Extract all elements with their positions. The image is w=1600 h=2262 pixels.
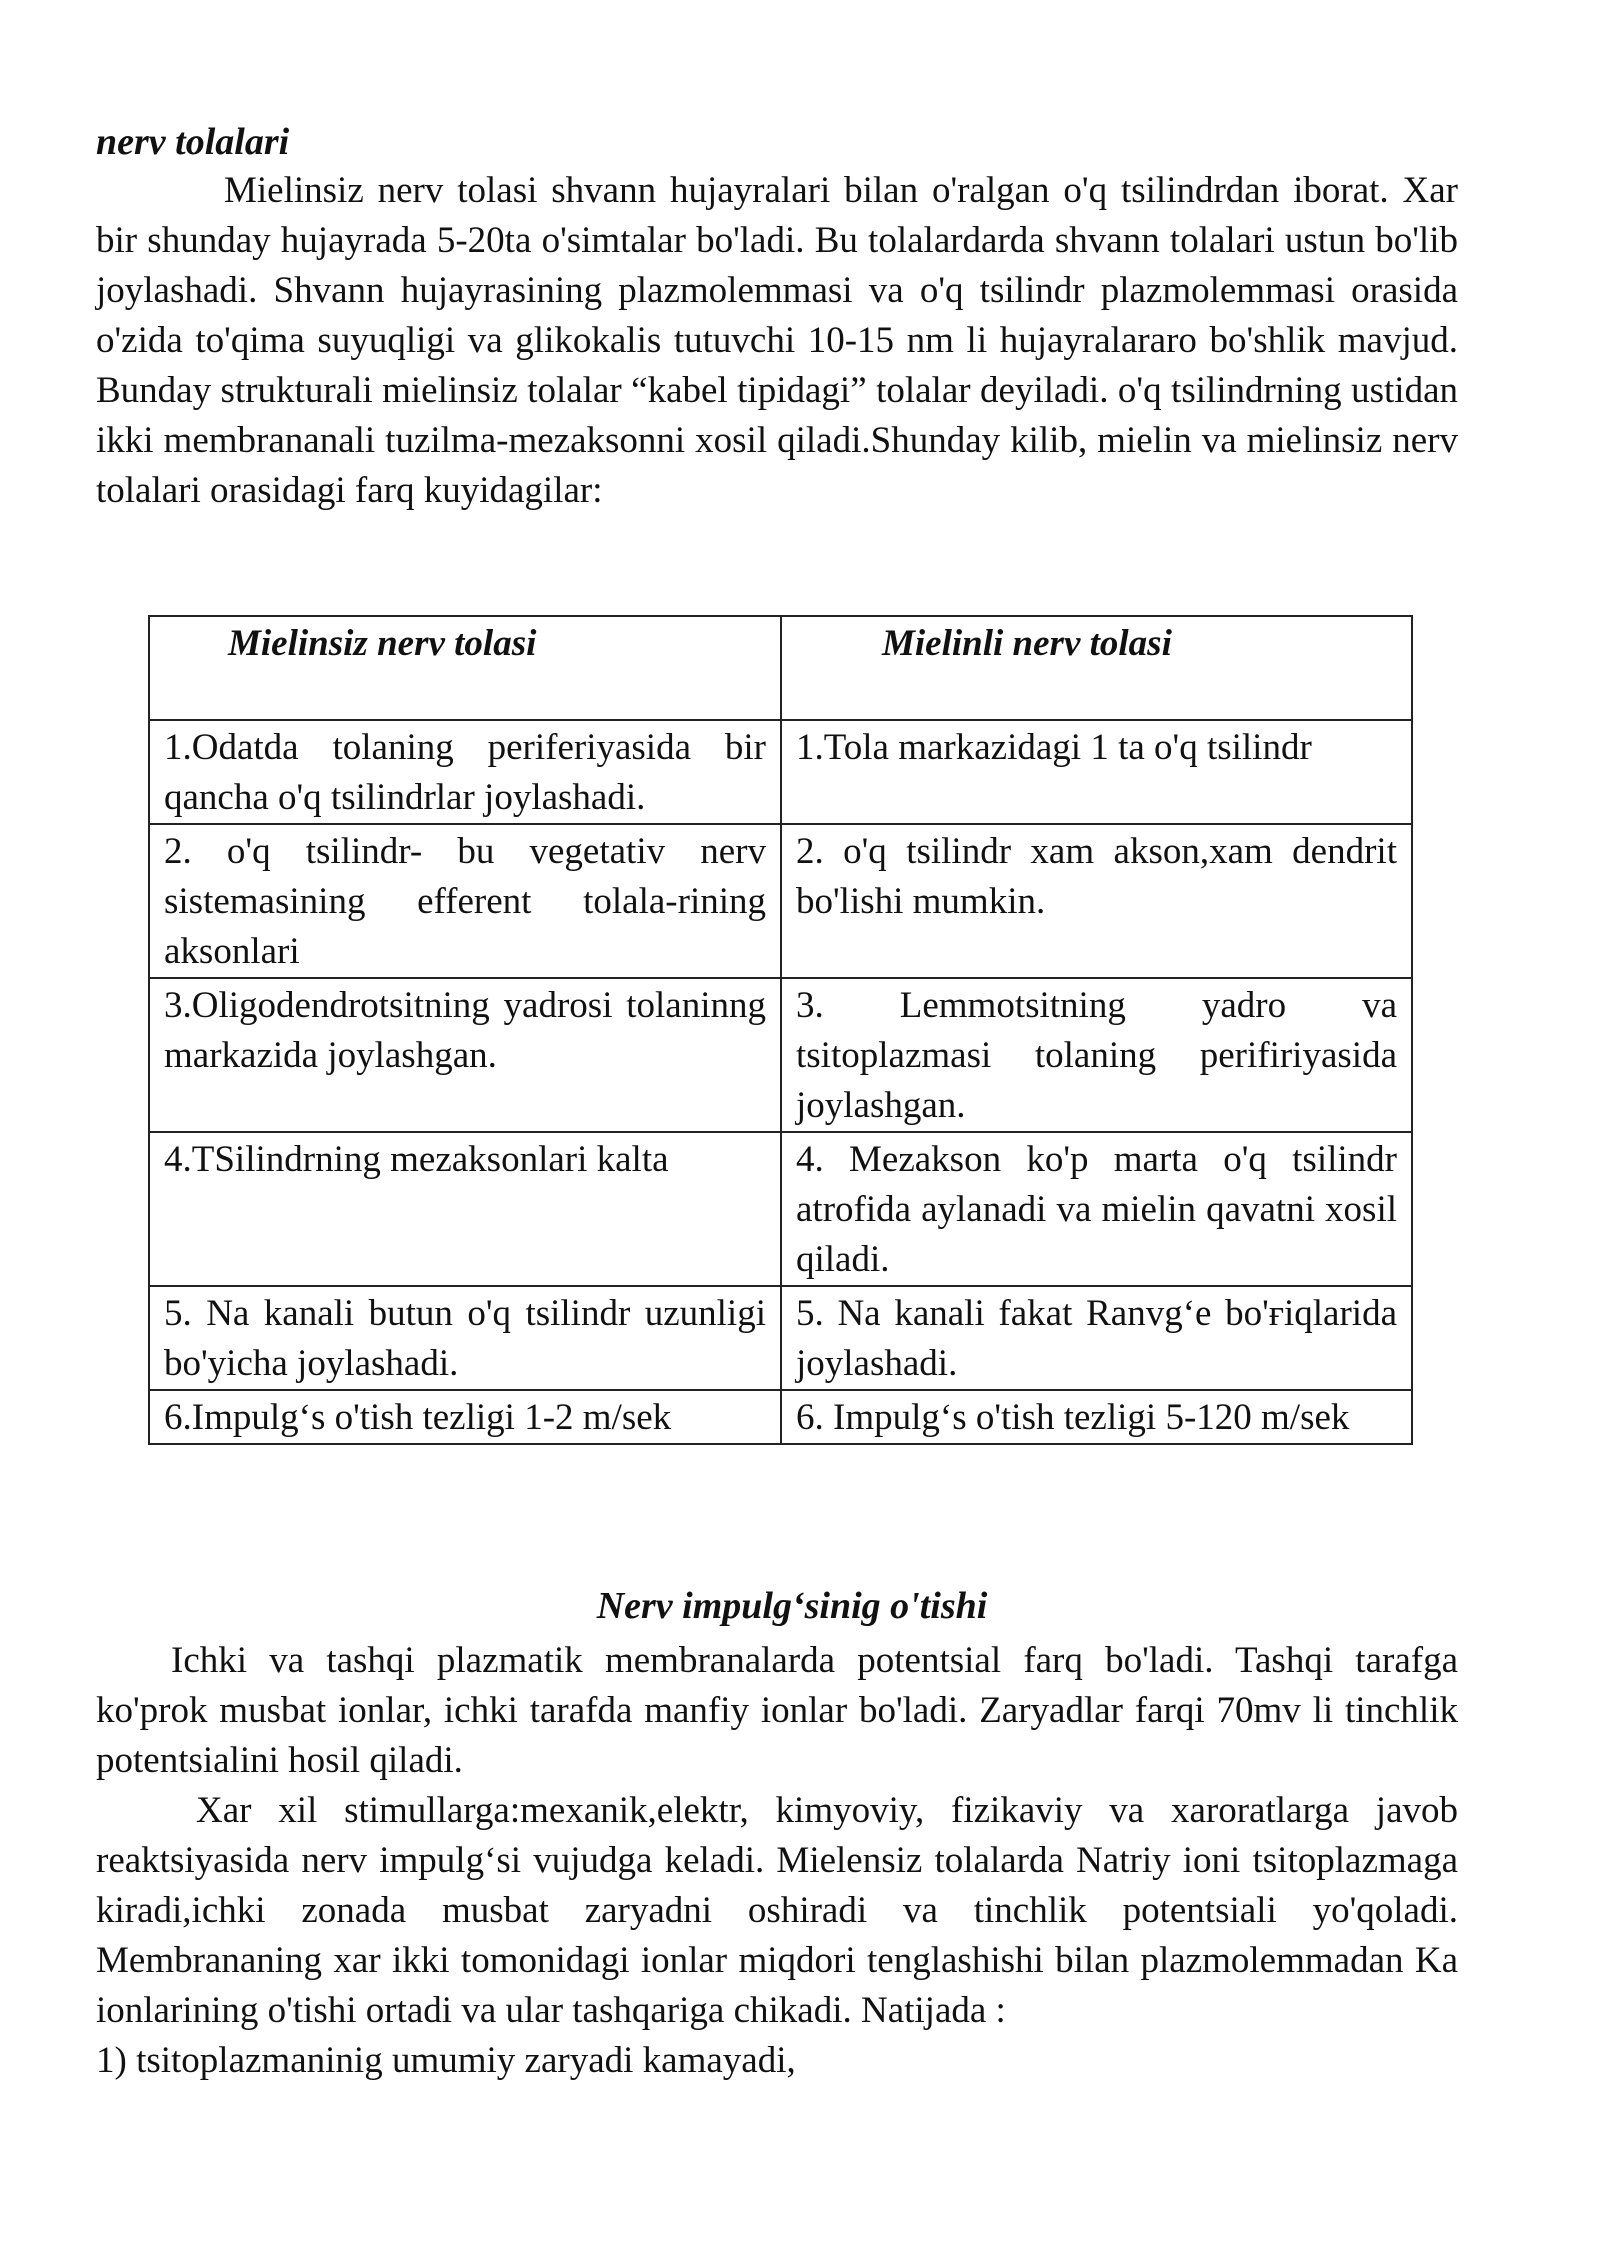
section-nerve-impulse: [96, 1580, 1458, 2086]
table-cell: 4. Mezakson ko'p marta o'q tsilindr atrofida aylanadi va mielin qavatni xosil qiladi.: [781, 1132, 1412, 1286]
table-cell: 3. Lemmotsitning yadro va tsitoplazmasi tolaning perifiriyasida joylashgan.: [781, 978, 1412, 1132]
table-cell: 3.Oligodendrotsitning yadrosi tolaninng markazida joylashgan.: [149, 978, 781, 1132]
column-header-myelinated: Mielinli nerv tolasi: [781, 616, 1412, 720]
table-cell: 2. o'q tsilindr- bu vegetativ nerv sistemasining efferent tolala-rining aksonlari: [149, 824, 781, 978]
table-row: [149, 720, 1412, 824]
intro-paragraph: Mielinsiz nerv tolasi shvann hujayralari bilan o'ralgan o'q tsilindrdan iborat. Xar bir shunday hujayrada 5-20ta o'simtalar bo'ladi. Bu tolalardarda shvann tolalari ustun bo'lib joylashadi. Shvann hujayrasining plazmolemmasi va o'q tsilindr plazmolemmasi orasida o'zida to'qima suyuqligi va glikokalis tutuvchi 10-15 nm li hujayralararo bo'shlik mavjud. Bunday strukturali mielinsiz tolalar “kabel tipidagi” tolalar deyiladi. o'q tsilindrning ustidan ikki membrananali tuzilma-mezaksonni xosil qiladi.Shunday kilib, mielin va mielinsiz nerv tolalari orasidagi farq kuyidagilar:: [96, 170, 1458, 511]
table-cell: 4.TSilindrning mezaksonlari kalta: [149, 1132, 781, 1286]
list-item: 1) tsitoplazmaninig umumiy zaryadi kamayadi,: [96, 2040, 796, 2081]
table-cell: 1.Tola markazidagi 1 ta o'q tsilindr: [781, 720, 1412, 824]
table-row: [149, 1390, 1412, 1444]
table-row: [149, 824, 1412, 978]
table-cell: 6.Impulg‘s o'tish tezligi 1-2 m/sek: [149, 1390, 781, 1444]
table-row: [149, 1286, 1412, 1390]
table-cell: 5. Na kanali fakat Ranvg‘e bo'ғiqlarida joylashadi.: [781, 1286, 1412, 1390]
table-cell: 1.Odatda tolaning periferiyasida bir qancha o'q tsilindrlar joylashadi.: [149, 720, 781, 824]
table-row: [149, 978, 1412, 1132]
table-row: [149, 1132, 1412, 1286]
impulse-paragraph-2: Xar xil stimullarga:mexanik,elektr, kimyoviy, fizikaviy va xaroratlarga javob reaktsiyasida nerv impulg‘si vujudga keladi. Mielensiz tolalarda Natriy ioni tsitoplazmaga kiradi,ichki zonada musbat zaryadni oshiradi va tinchlik potentsiali yo'qoladi. Membrananing xar ikki tomonidagi ionlar miqdori tenglashishi bilan plazmolemmadan Ka ionlarining o'tishi ortadi va ular tashqariga chikadi. Natijada :: [96, 1790, 1458, 2031]
impulse-paragraph-1: Ichki va tashqi plazmatik membranalarda potentsial farq bo'ladi. Tashqi tarafga ko'prok musbat ionlar, ichki tarafda manfiy ionlar bo'ladi. Zaryadlar farqi 70mv li tinchlik potentsialini hosil qiladi.: [96, 1640, 1458, 1781]
table-cell: 2. o'q tsilindr xam akson,xam dendrit bo'lishi mumkin.: [781, 824, 1412, 978]
table-cell: 5. Na kanali butun o'q tsilindr uzunligi bo'yicha joylashadi.: [149, 1286, 781, 1390]
table-cell: 6. Impulg‘s o'tish tezligi 5-120 m/sek: [781, 1390, 1412, 1444]
document-page: [96, 118, 1458, 2081]
section-heading-nerve-impulse: Nerv impulg‘sinig o'tishi: [596, 1585, 988, 1627]
table-header-row: [149, 616, 1412, 720]
section-heading-nerve-fibers: nerv tolalari: [96, 121, 290, 163]
comparison-table: [148, 615, 1413, 1445]
column-header-unmyelinated: Mielinsiz nerv tolasi: [149, 616, 781, 720]
